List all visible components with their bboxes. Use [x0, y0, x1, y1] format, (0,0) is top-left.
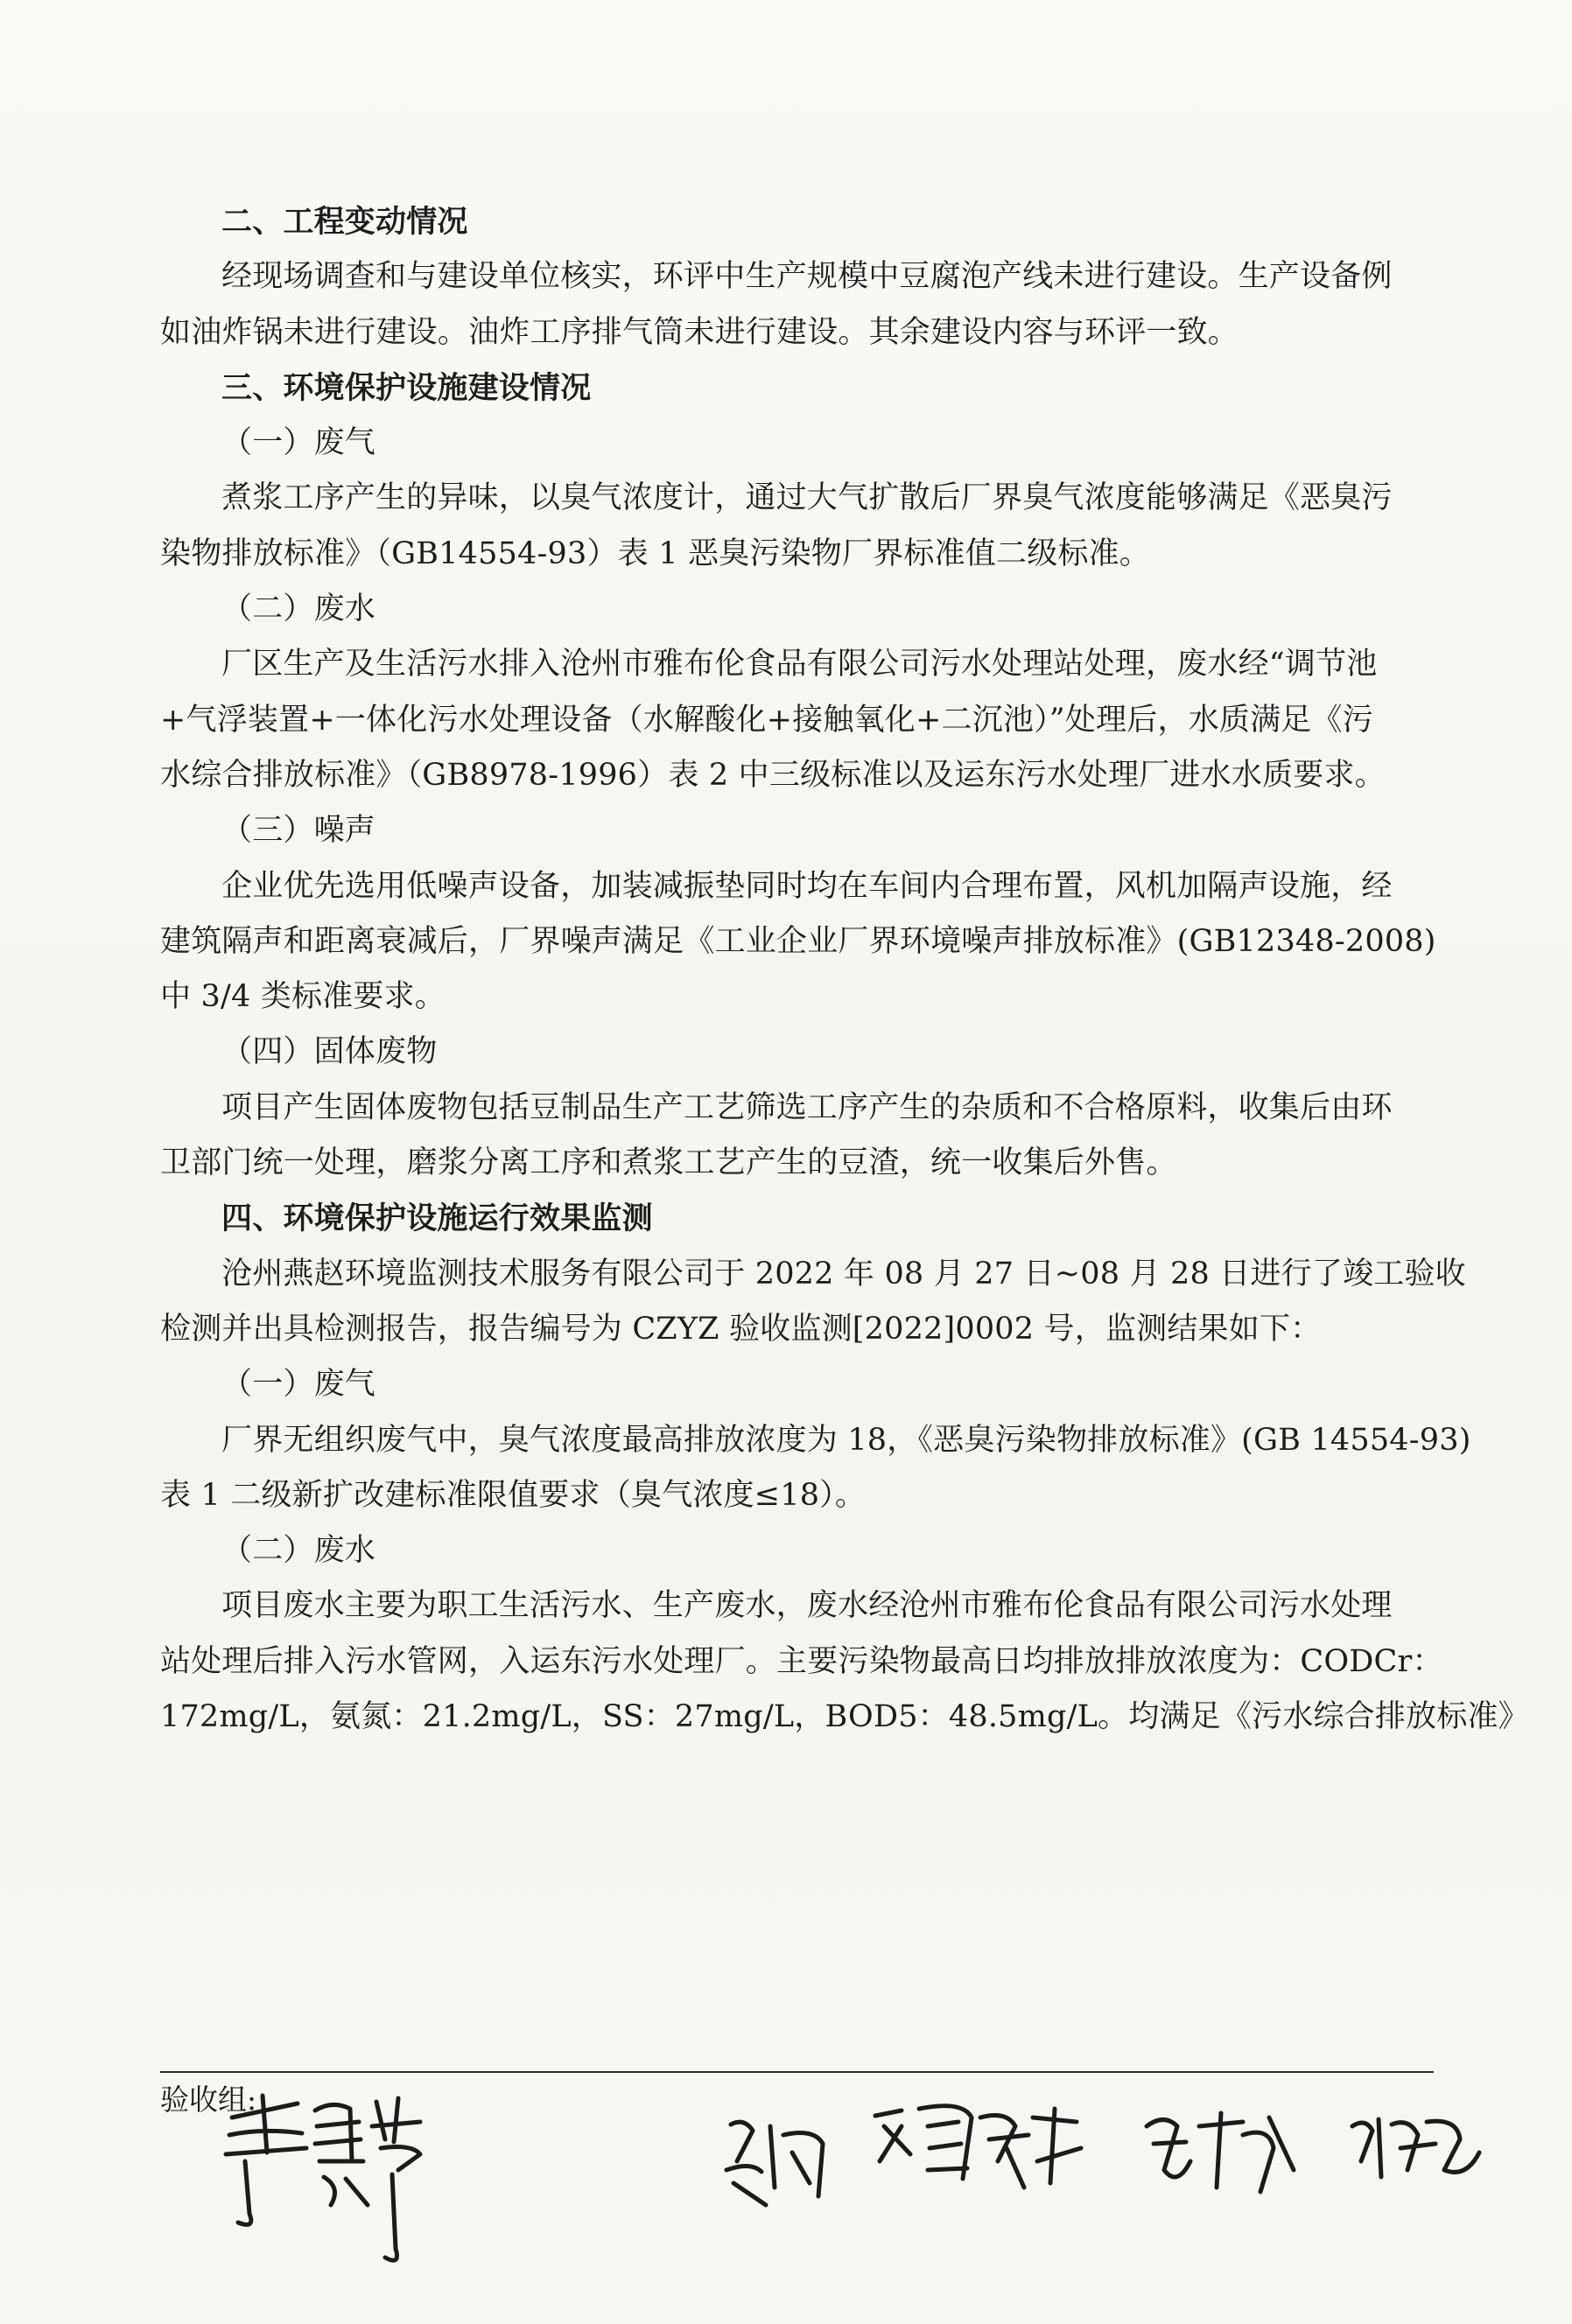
paragraph-line: 企业优先选用低噪声设备，加装减振垫同时均在车间内合理布置，风机加隔声设施，经: [221, 868, 1393, 904]
section-heading: 二、工程变动情况: [221, 204, 468, 240]
paragraph-line: 煮浆工序产生的异味，以臭气浓度计，通过大气扩散后厂界臭气浓度能够满足《恶臭污: [221, 480, 1393, 516]
footer-divider: [160, 2071, 1434, 2073]
paragraph-line: 建筑隔声和距离衰减后，厂界噪声满足《工业企业厂界环境噪声排放标准》(GB12348-2008): [160, 923, 1436, 959]
document-body: [160, 194, 1529, 1745]
acceptance-group-label: 验收组:: [160, 2082, 257, 2117]
subsection-heading: （二）废水: [221, 592, 376, 627]
paragraph-line: 沧州燕赵环境监测技术服务有限公司于 2022 年 08 月 27 日~08 月 28 日进行了竣工验收: [221, 1256, 1466, 1292]
paragraph-line: 水综合排放标准》（GB8978-1996）表 2 中三级标准以及运东污水处理厂进水水质要求。: [160, 757, 1386, 793]
signature-4: [1147, 2113, 1294, 2192]
paragraph-line: 如油炸锅未进行建设。油炸工序排气筒未进行建设。其余建设内容与环评一致。: [160, 314, 1239, 350]
paragraph-line: 项目产生固体废物包括豆制品生产工艺筛选工序产生的杂质和不合格原料，收集后由环: [221, 1089, 1393, 1125]
paragraph-line: 卫部门统一处理，磨浆分离工序和煮浆工艺产生的豆渣，统一收集后外售。: [160, 1145, 1177, 1181]
signature-2: [726, 2122, 823, 2205]
paragraph-line: 172mg/L，氨氮：21.2mg/L，SS：27mg/L，BOD5：48.5mg/L。均满足《污水综合排放标准》: [160, 1699, 1529, 1735]
paragraph-line: 染物排放标准》（GB14554-93）表 1 恶臭污染物厂界标准值二级标准。: [160, 536, 1151, 571]
subsection-heading: （三）噪声: [221, 813, 376, 849]
signature-3: [875, 2106, 1081, 2188]
paragraph-line: +气浮装置+一体化污水处理设备（水解酸化+接触氧化+二沉池）”处理后，水质满足《污: [160, 702, 1373, 738]
paragraph-line: 经现场调查和与建设单位核实，环评中生产规模中豆腐泡产线未进行建设。生产设备例: [221, 259, 1393, 295]
signature-5: [1352, 2119, 1479, 2177]
signature-1: [226, 2096, 420, 2260]
paragraph-line: 项目废水主要为职工生活污水、生产废水，废水经沧州市雅布伦食品有限公司污水处理: [221, 1588, 1393, 1624]
section-heading: 四、环境保护设施运行效果监测: [221, 1200, 653, 1237]
paragraph-line: 表 1 二级新扩改建标准限值要求（臭气浓度≤18）。: [160, 1477, 867, 1513]
subsection-heading: （一）废气: [221, 425, 376, 461]
paragraph-line: 站处理后排入污水管网，入运东污水处理厂。主要污染物最高日均排放排放浓度为：CODCr：: [160, 1643, 1443, 1679]
paragraph-line: 厂区生产及生活污水排入沧州市雅布伦食品有限公司污水处理站处理，废水经“调节池: [221, 647, 1378, 682]
paragraph-line: 检测并出具检测报告，报告编号为 CZYZ 验收监测[2022]0002 号，监测结果如下：: [160, 1311, 1322, 1347]
section-heading: 三、环境保护设施建设情况: [221, 369, 592, 406]
subsection-heading: （一）废气: [221, 1367, 376, 1403]
subsection-heading: （四）固体废物: [221, 1034, 438, 1070]
paragraph-line: 厂界无组织废气中，臭气浓度最高排放浓度为 18，《恶臭污染物排放标准》(GB 14554-93): [221, 1422, 1471, 1458]
paragraph-line: 中 3/4 类标准要求。: [160, 979, 446, 1015]
subsection-heading: （二）废水: [221, 1533, 376, 1569]
